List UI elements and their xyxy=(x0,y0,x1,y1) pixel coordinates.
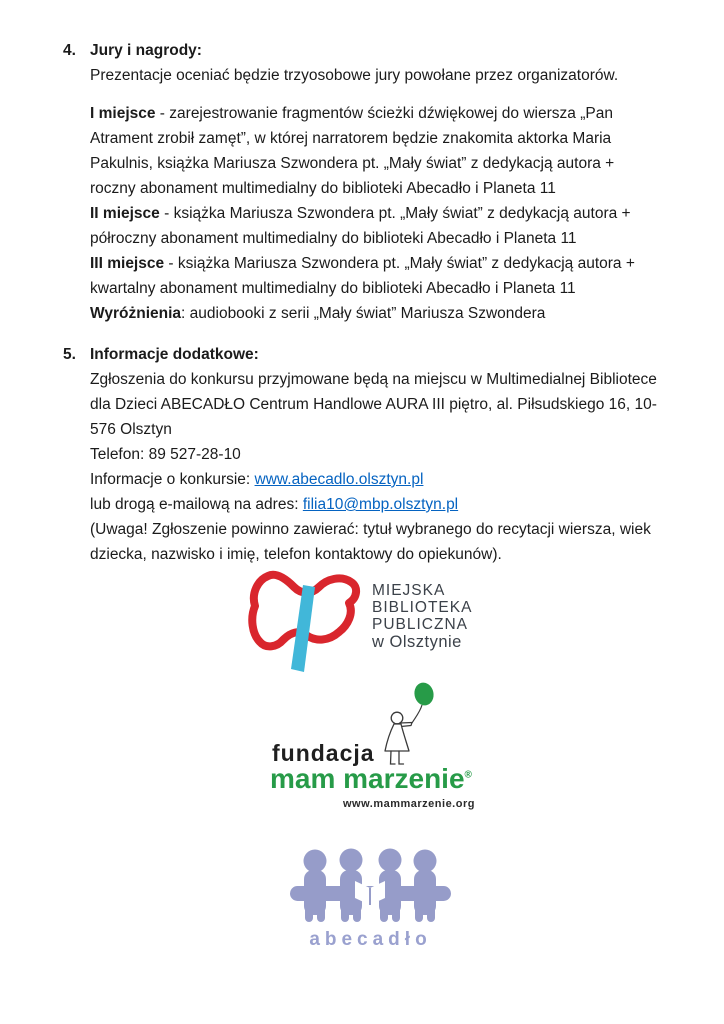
mam-marzenie-text: mam marzenie xyxy=(270,763,465,794)
prize-label: III miejsce xyxy=(90,255,165,272)
prize-separator: - xyxy=(159,205,174,222)
mbp-line-4: w Olsztynie xyxy=(372,633,462,651)
section4-number: 4. xyxy=(63,42,76,59)
fundacja-word: fundacja xyxy=(272,740,375,766)
prize-third-place xyxy=(90,251,660,301)
competition-info-line xyxy=(90,467,660,492)
section4-intro: Prezentacje oceniać będzie trzyosobowe jury powołane przez organizatorów. xyxy=(90,67,619,84)
registered-mark: ® xyxy=(464,769,472,781)
prize-label: II miejsce xyxy=(90,205,160,222)
submission-address: Zgłoszenia do konkursu przyjmowane będą na miejscu w Multimedialnej Bibliotece dla Dzieci ABECADŁO Centrum Handlowe AURA III piętro, al. Piłsudskiego 16, 10-576 Olsztyn xyxy=(90,371,657,438)
prize-separator: - xyxy=(164,255,178,272)
prize-honorable-mentions xyxy=(90,301,660,326)
prize-second-place xyxy=(90,201,660,251)
mam-marzenie-url: www.mammarzenie.org xyxy=(343,798,475,810)
mam-marzenie-word xyxy=(270,763,472,795)
mbp-logo-text xyxy=(372,582,472,651)
abecadlo-logo xyxy=(283,843,458,953)
prize-text: książka Mariusza Szwondera pt. „Mały świat” z dedykacją autora + półroczny abonament multimedialny do biblioteki Abecadło i Planeta 11 xyxy=(90,205,631,247)
prize-text: audiobooki z serii „Mały świat” Mariusza Szwondera xyxy=(189,305,546,322)
prize-label: I miejsce xyxy=(90,105,156,122)
email-line xyxy=(90,492,660,517)
mbp-line-2: BIBLIOTEKA xyxy=(372,599,473,616)
mbp-line-3: PUBLICZNA xyxy=(372,616,468,633)
abecadlo-label: abecadło xyxy=(309,929,432,950)
section4-title: Jury i nagrody: xyxy=(90,42,202,59)
email-link[interactable]: filia10@mbp.olsztyn.pl xyxy=(302,496,459,513)
girl-with-balloon-icon xyxy=(382,678,437,773)
document-body xyxy=(63,38,660,567)
prize-separator: : xyxy=(181,305,190,322)
mbp-line-1: MIEJSKA xyxy=(372,582,446,599)
prize-label: Wyróżnienia xyxy=(90,305,182,322)
prize-text: książka Mariusza Szwondera pt. „Mały świat” z dedykacją autora + kwartalny abonament multimedialny do biblioteki Abecadło i Planeta 11 xyxy=(90,255,635,297)
competition-info-link[interactable]: www.abecadlo.olsztyn.pl xyxy=(254,471,424,488)
section5-heading xyxy=(63,342,660,367)
phone-line: Telefon: 89 527-28-10 xyxy=(90,446,241,463)
section5-number: 5. xyxy=(63,346,76,363)
paper-dolls-book-icon xyxy=(283,843,458,923)
section4-heading xyxy=(63,38,660,63)
prize-first-place xyxy=(90,101,660,201)
fundacja-mam-marzenie-logo xyxy=(270,676,482,816)
paragraph-gap xyxy=(63,88,660,101)
submission-note: (Uwaga! Zgłoszenie powinno zawierać: tytuł wybranego do recytacji wiersza, wiek dziecka, nazwisko i imię, telefon kontaktowy do opiekunów). xyxy=(90,521,651,563)
email-label: lub drogą e-mailową na adres: xyxy=(90,496,303,513)
prize-separator: - xyxy=(155,105,170,122)
open-book-flag-icon xyxy=(246,566,366,676)
mbp-olsztyn-logo xyxy=(246,566,486,678)
section5-title: Informacje dodatkowe: xyxy=(90,346,259,363)
prize-text: zarejestrowanie fragmentów ścieżki dźwiękowej do wiersza „Pan Atrament zrobił zamęt”, w której narratorem będzie znakomita aktorka Maria Pakulnis, książka Mariusza Szwondera pt. „Mały świat” z dedykacją autora + roczny abonament multimedialny do biblioteki Abecadło i Planeta 11 xyxy=(90,105,615,197)
info-label: Informacje o konkursie: xyxy=(90,471,255,488)
